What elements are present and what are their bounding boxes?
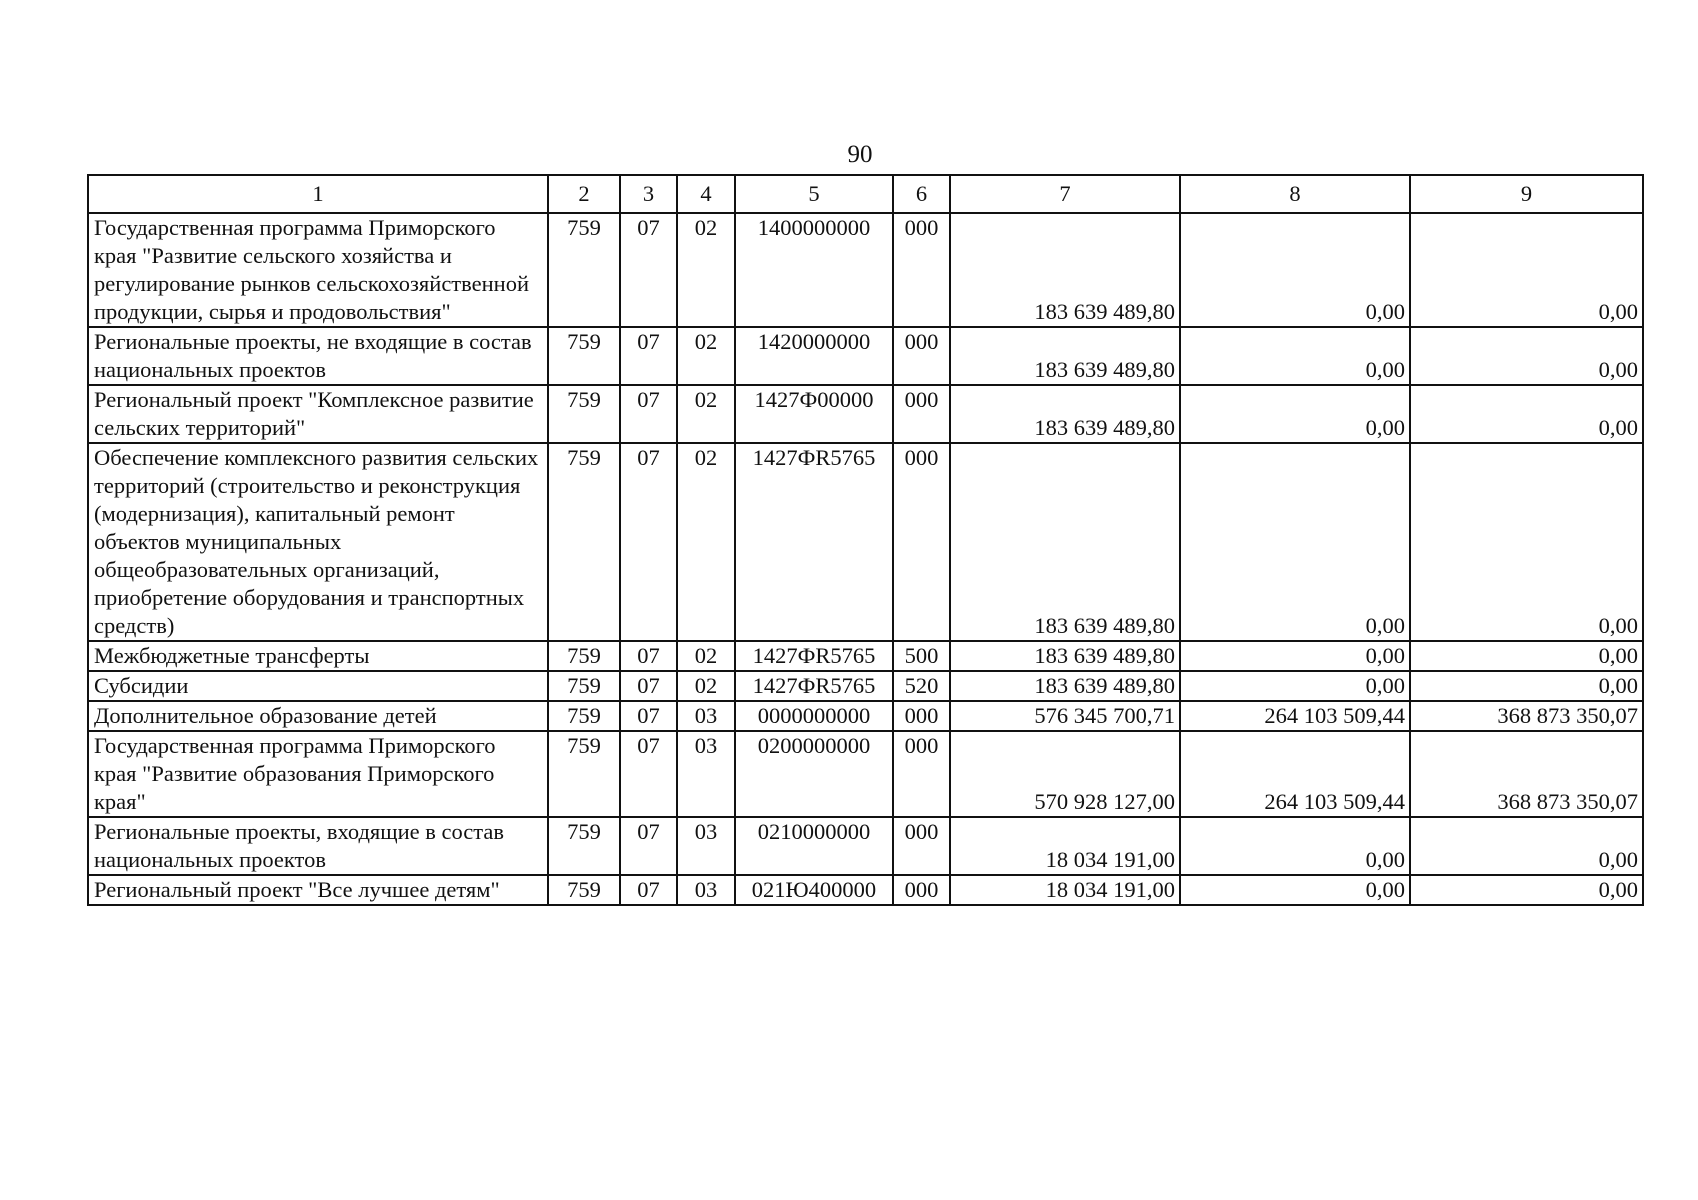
subsection-code: 03 [677,875,735,905]
amount-col-7: 183 639 489,80 [950,443,1180,641]
column-header: 4 [677,175,735,213]
amount-col-9: 0,00 [1410,385,1643,443]
ministry-code: 759 [548,213,620,327]
ministry-code: 759 [548,875,620,905]
section-code: 07 [620,731,677,817]
column-header: 2 [548,175,620,213]
amount-col-8: 0,00 [1180,327,1410,385]
section-code: 07 [620,875,677,905]
amount-col-9: 0,00 [1410,671,1643,701]
ministry-code: 759 [548,641,620,671]
ministry-code: 759 [548,671,620,701]
amount-col-7: 183 639 489,80 [950,327,1180,385]
amount-col-9: 368 873 350,07 [1410,731,1643,817]
amount-col-9: 368 873 350,07 [1410,701,1643,731]
row-name: Государственная программа Приморского края "Развитие сельского хозяйства и регулирование рынков сельскохозяйственной продукции, сырья и продовольствия" [88,213,548,327]
target-article-code: 1400000000 [735,213,893,327]
subsection-code: 02 [677,213,735,327]
table-row [88,443,1643,641]
section-code: 07 [620,641,677,671]
amount-col-9: 0,00 [1410,875,1643,905]
ministry-code: 759 [548,385,620,443]
expense-type-code: 500 [893,641,950,671]
column-header: 9 [1410,175,1643,213]
expense-type-code: 000 [893,213,950,327]
amount-col-8: 264 103 509,44 [1180,701,1410,731]
amount-col-8: 0,00 [1180,385,1410,443]
subsection-code: 03 [677,701,735,731]
row-name: Региональные проекты, не входящие в состав национальных проектов [88,327,548,385]
table-row [88,731,1643,817]
amount-col-9: 0,00 [1410,213,1643,327]
amount-col-8: 264 103 509,44 [1180,731,1410,817]
budget-table [87,174,1644,906]
row-name: Дополнительное образование детей [88,701,548,731]
amount-col-8: 0,00 [1180,875,1410,905]
section-code: 07 [620,671,677,701]
expense-type-code: 520 [893,671,950,701]
subsection-code: 02 [677,671,735,701]
table-row [88,817,1643,875]
section-code: 07 [620,327,677,385]
column-header: 6 [893,175,950,213]
row-name: Межбюджетные трансферты [88,641,548,671]
amount-col-9: 0,00 [1410,641,1643,671]
expense-type-code: 000 [893,731,950,817]
row-name: Субсидии [88,671,548,701]
target-article-code: 021Ю400000 [735,875,893,905]
expense-type-code: 000 [893,701,950,731]
subsection-code: 02 [677,443,735,641]
expense-type-code: 000 [893,327,950,385]
amount-col-8: 0,00 [1180,213,1410,327]
column-header: 5 [735,175,893,213]
row-name: Обеспечение комплексного развития сельских территорий (строительство и реконструкция (модернизация), капитальный ремонт объектов муниципальных общеобразовательных организаций, приобретение оборудования и транспортных средств) [88,443,548,641]
subsection-code: 02 [677,327,735,385]
column-header: 8 [1180,175,1410,213]
amount-col-7: 183 639 489,80 [950,213,1180,327]
amount-col-7: 576 345 700,71 [950,701,1180,731]
amount-col-7: 183 639 489,80 [950,671,1180,701]
expense-type-code: 000 [893,385,950,443]
section-code: 07 [620,385,677,443]
table-row [88,213,1643,327]
table-row [88,641,1643,671]
target-article-code: 0200000000 [735,731,893,817]
subsection-code: 02 [677,385,735,443]
page-number: 90 [847,141,873,168]
amount-col-9: 0,00 [1410,443,1643,641]
column-header: 3 [620,175,677,213]
ministry-code: 759 [548,731,620,817]
ministry-code: 759 [548,817,620,875]
subsection-code: 03 [677,817,735,875]
amount-col-9: 0,00 [1410,817,1643,875]
row-name: Государственная программа Приморского края "Развитие образования Приморского края" [88,731,548,817]
target-article-code: 1427ФR5765 [735,443,893,641]
target-article-code: 1427ФR5765 [735,641,893,671]
row-name: Региональный проект "Все лучшее детям" [88,875,548,905]
row-name: Региональный проект "Комплексное развитие сельских территорий" [88,385,548,443]
section-code: 07 [620,817,677,875]
table-row [88,875,1643,905]
amount-col-7: 18 034 191,00 [950,817,1180,875]
table-row [88,327,1643,385]
target-article-code: 0210000000 [735,817,893,875]
subsection-code: 02 [677,641,735,671]
amount-col-7: 570 928 127,00 [950,731,1180,817]
amount-col-7: 183 639 489,80 [950,385,1180,443]
section-code: 07 [620,701,677,731]
target-article-code: 0000000000 [735,701,893,731]
table-row [88,385,1643,443]
expense-type-code: 000 [893,443,950,641]
amount-col-8: 0,00 [1180,641,1410,671]
section-code: 07 [620,443,677,641]
amount-col-7: 183 639 489,80 [950,641,1180,671]
amount-col-8: 0,00 [1180,671,1410,701]
column-header: 1 [88,175,548,213]
subsection-code: 03 [677,731,735,817]
amount-col-7: 18 034 191,00 [950,875,1180,905]
column-header: 7 [950,175,1180,213]
amount-col-8: 0,00 [1180,443,1410,641]
expense-type-code: 000 [893,875,950,905]
ministry-code: 759 [548,327,620,385]
section-code: 07 [620,213,677,327]
amount-col-9: 0,00 [1410,327,1643,385]
expense-type-code: 000 [893,817,950,875]
target-article-code: 1427ФR5765 [735,671,893,701]
ministry-code: 759 [548,701,620,731]
target-article-code: 1427Ф00000 [735,385,893,443]
table-row [88,701,1643,731]
ministry-code: 759 [548,443,620,641]
target-article-code: 1420000000 [735,327,893,385]
row-name: Региональные проекты, входящие в состав национальных проектов [88,817,548,875]
table-row [88,671,1643,701]
table-header-row [88,175,1643,213]
amount-col-8: 0,00 [1180,817,1410,875]
